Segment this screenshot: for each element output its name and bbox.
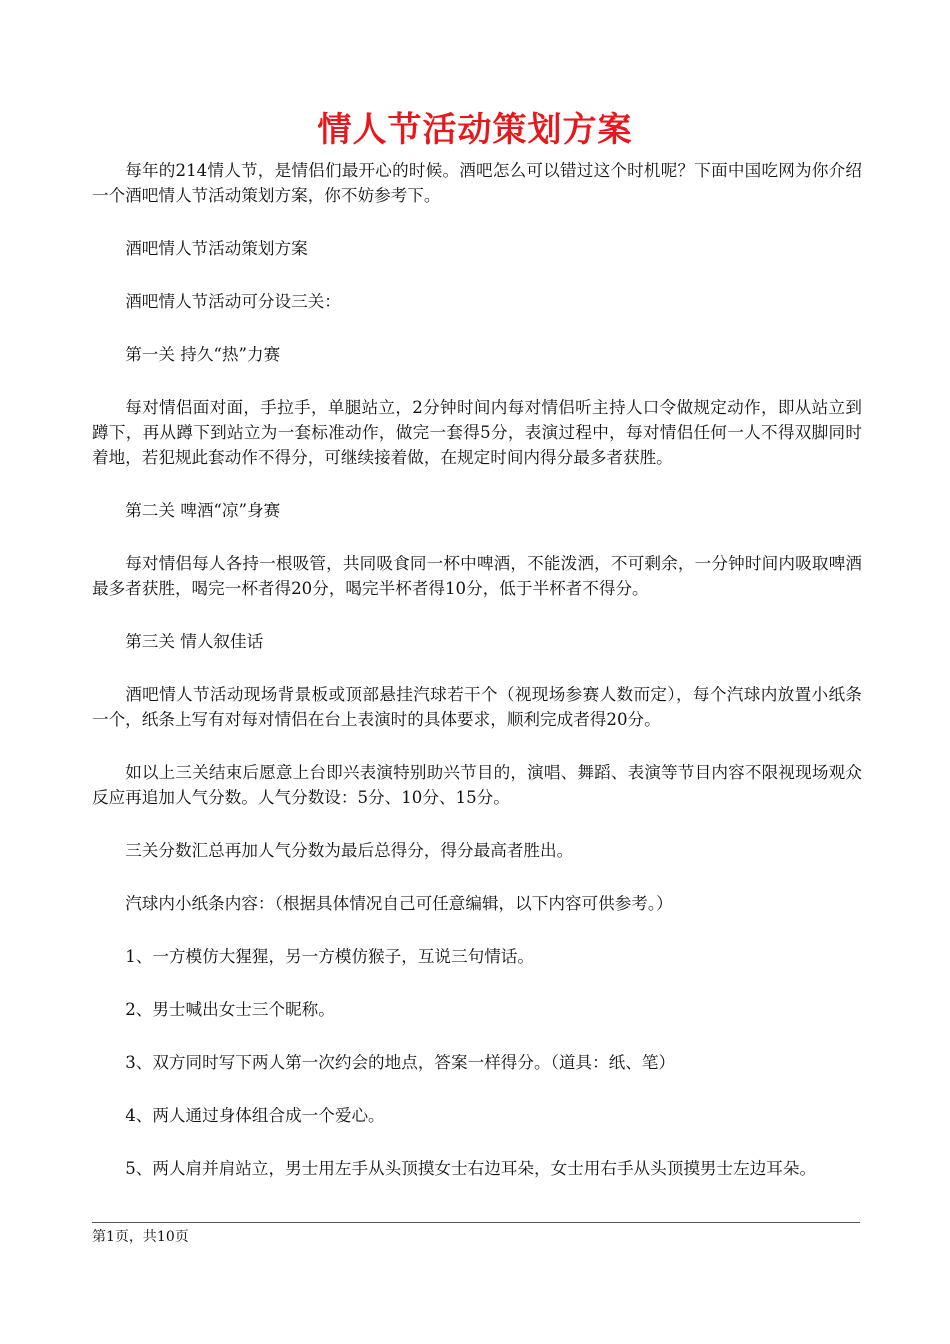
paragraph: 每对情侣每人各持一根吸管，共同吸食同一杯中啤酒，不能泼洒，不可剩余，一分钟时间内吸取啤酒最多者获胜，喝完一杯者得20分，喝完半杯者得10分，低于半杯者不得分。 [92, 554, 862, 598]
paragraph: 酒吧情人节活动现场背景板或顶部悬挂汽球若干个（视现场参赛人数而定），每个汽球内放置小纸条一个，纸条上写有对每对情侣在台上表演时的具体要求，顺利完成者得20分。 [92, 685, 862, 729]
document-title: 情人节活动策划方案 [317, 110, 633, 150]
section-heading: 酒吧情人节活动策划方案 [125, 239, 308, 258]
list-item: 3、双方同时写下两人第一次约会的地点，答案一样得分。（道具：纸、笔） [125, 1053, 676, 1072]
page-number: 第1页，共10页 [92, 1229, 189, 1245]
paragraph: 每对情侣面对面，手拉手，单腿站立，2分钟时间内每对情侣听主持人口令做规定动作，即从站立到蹲下，再从蹲下到站立为一套标准动作，做完一套得5分，表演过程中，每对情侣任何一人不得双脚同时着地，若犯规此套动作不得分，可继续接着做，在规定时间内得分最多者获胜。 [92, 398, 862, 467]
list-item: 1、一方模仿大猩猩，另一方模仿猴子，互说三句情话。 [125, 947, 534, 966]
stage-three-heading: 第三关 情人叙佳话 [125, 632, 264, 651]
list-item: 5、两人肩并肩站立，男士用左手从头顶摸女士右边耳朵，女士用右手从头顶摸男士左边耳朵。 [125, 1159, 817, 1178]
intro-paragraph: 每年的214情人节，是情侣们最开心的时候。酒吧怎么可以错过这个时机呢？下面中国吃网为你介绍一个酒吧情人节活动策划方案，你不妨参考下。 [92, 161, 862, 205]
paragraph: 酒吧情人节活动可分设三关： [125, 292, 341, 311]
paragraph: 汽球内小纸条内容：（根据具体情况自己可任意编辑，以下内容可供参考。） [125, 894, 673, 913]
document-body [92, 158, 862, 1181]
list-item: 4、两人通过身体组合成一个爱心。 [125, 1106, 385, 1125]
stage-two-heading: 第二关 啤酒“凉”身赛 [125, 501, 281, 520]
stage-one-heading: 第一关 持久“热”力赛 [125, 345, 281, 364]
list-item: 2、男士喊出女士三个昵称。 [125, 1000, 335, 1019]
paragraph: 如以上三关结束后愿意上台即兴表演特别助兴节目的，演唱、舞蹈、表演等节目内容不限视现场观众反应再追加人气分数。人气分数设：5分、10分、15分。 [92, 763, 862, 807]
paragraph: 三关分数汇总再加人气分数为最后总得分，得分最高者胜出。 [125, 841, 574, 860]
footer-divider [92, 1222, 860, 1223]
